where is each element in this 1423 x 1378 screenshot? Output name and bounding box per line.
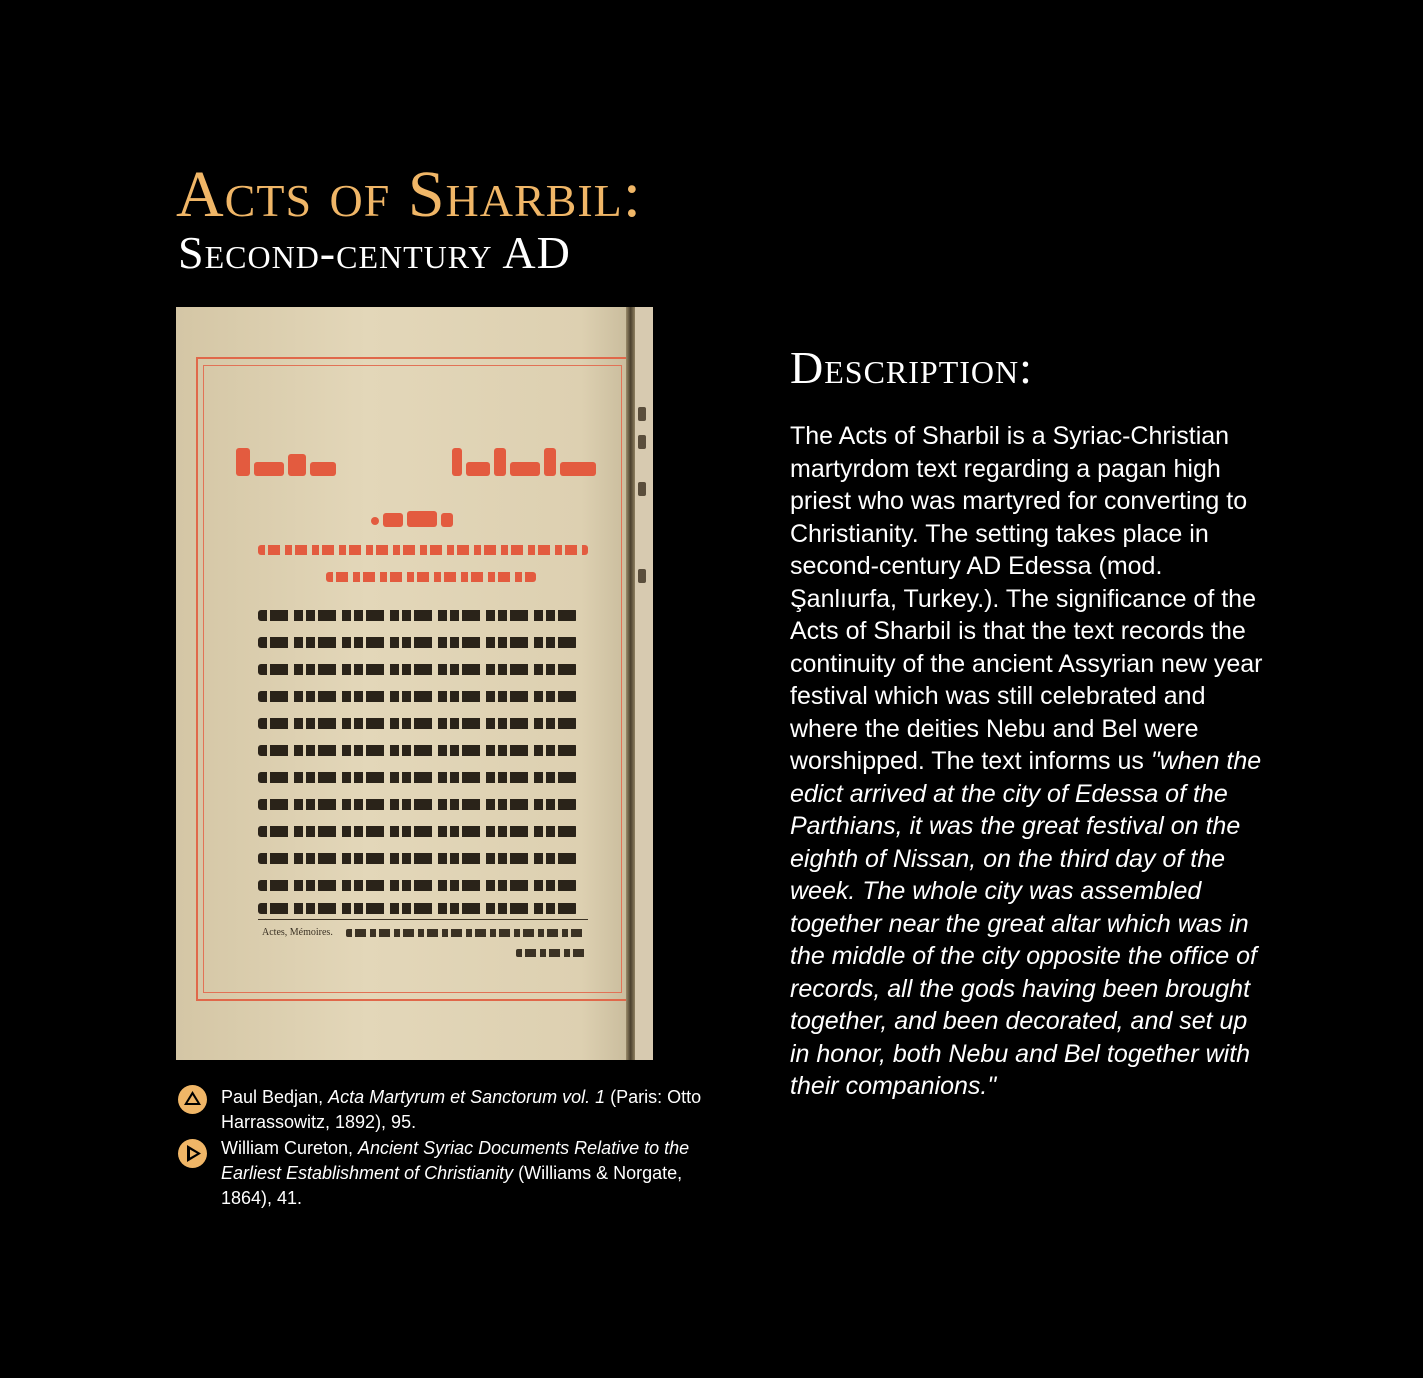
description-body: The Acts of Sharbil is a Syriac-Christian martyrdom text regarding a pagan high priest who was martyred for converting to Christianity. The setting takes place in second-century AD Edessa (mod. Şanlıurfa, Turkey.). The significance of the Acts of Sharbil is that the text records the continuity of the ancient Assyrian new year festival which was still celebrated and where the deities Nebu and Bel were worshipped. The text informs us (790, 422, 1263, 775)
text-line (258, 691, 578, 702)
text-line (258, 799, 578, 810)
citation-text: Paul Bedjan, Acta Martyrum et Sanctorum vol. 1 (Paris: Otto Harrassowitz, 1892), 95. (221, 1087, 702, 1132)
description-text (790, 420, 1265, 1103)
manuscript-subheading (371, 507, 461, 529)
text-line (258, 903, 578, 914)
up-arrow-icon (178, 1085, 207, 1114)
text-line (258, 745, 578, 756)
footnote-divider (258, 919, 588, 920)
citation-item (178, 1085, 718, 1135)
text-line (258, 664, 578, 675)
footnote-line (346, 929, 586, 937)
right-arrow-icon (178, 1139, 207, 1168)
rubric-line (258, 545, 588, 555)
margin-mark (638, 435, 646, 449)
book-gutter (626, 307, 635, 1060)
text-line (258, 718, 578, 729)
footnote-label: Actes, Mémoires. (262, 927, 333, 938)
text-line (258, 826, 578, 837)
text-line (258, 637, 578, 648)
text-line (258, 772, 578, 783)
page-subtitle: Second-century AD (178, 227, 571, 278)
text-line (258, 880, 578, 891)
footnote-line (516, 949, 586, 957)
margin-mark (638, 407, 646, 421)
manuscript-page-image (176, 307, 653, 1060)
rubric-line (326, 572, 536, 582)
margin-mark (638, 569, 646, 583)
description-quote: "when the edict arrived at the city of Edessa of the Parthians, it was the great festival on the eighth of Nissan, on the third day of the week. The whole city was assembled together near the great altar which was in the middle of the city opposite the office of records, all the gods having been brought together, and been decorated, and set up in honor, both Nebu and Bel together with their companions." (790, 747, 1262, 1100)
citation-text: William Cureton, Ancient Syriac Documents Relative to the Earliest Establishment of Christianity (Williams & Norgate, 1864), 41. (221, 1138, 690, 1208)
page-title: Acts of Sharbil: (176, 158, 643, 231)
text-line (258, 610, 578, 621)
manuscript-rubric-title (236, 445, 596, 479)
text-line (258, 853, 578, 864)
margin-mark (638, 482, 646, 496)
description-heading: Description: (790, 342, 1033, 393)
citation-item (178, 1136, 718, 1211)
